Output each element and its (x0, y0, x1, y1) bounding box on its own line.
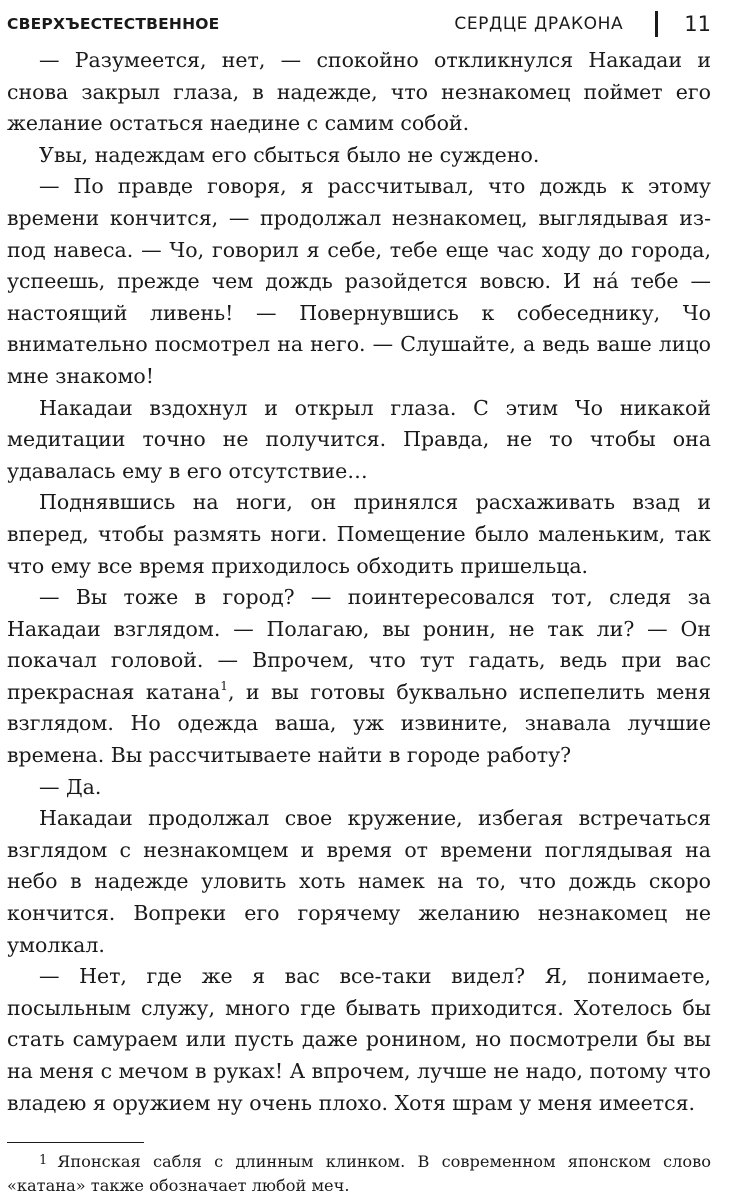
footnote-mark: 1 (39, 1153, 48, 1168)
paragraph-with-footnote (7, 582, 711, 772)
running-header (7, 10, 711, 38)
book-title: СЕРДЦЕ ДРАКОНА (454, 14, 624, 34)
footnote-reference: 1 (220, 678, 228, 693)
paragraph: Накадаи продолжал свое кружение, избегая встречаться взглядом с незнакомцем и время от времени поглядывая на небо в надежде уловить хоть намек на то, что дождь скоро кончится. Вопреки его горячему желанию незнакомец не умолкал. (7, 806, 711, 957)
footnote-divider (7, 1142, 144, 1143)
header-separator (655, 11, 658, 37)
footnote (7, 1149, 711, 1198)
footnote-text: Японская сабля с длинным клинком. В современном японском слово «катана» также обозначает любой меч. (7, 1152, 711, 1195)
paragraph: — Разумеется, нет, — спокойно откликнулся Накадаи и снова закрыл глаза, в надежде, что незнакомец поймет его желание остаться наедине с самим собой. (7, 48, 711, 136)
paragraph: — По правде говоря, я рассчитывал, что дождь к этому времени кончится, — продолжал незнакомец, выглядывая из-под навеса. — Чо, говорил я себе, тебе еще час ходу до города, успеешь, прежде чем дождь разойдется вовсю. И на́ тебе — настоящий ливень! — Повернувшись к собеседнику, Чо внимательно посмотрел на него. — Слушайте, а ведь ваше лицо мне знакомо! (7, 174, 711, 388)
paragraph: Поднявшись на ноги, он принялся расхаживать взад и вперед, чтобы размять ноги. Помещение было маленьким, так что ему все время приходилось обходить пришельца. (7, 490, 711, 578)
paragraph: — Нет, где же я вас все-таки видел? Я, понимаете, посыльным служу, много где бывать приходится. Хотелось бы стать самураем или пусть даже ронином, но посмотрели бы вы на меня с мечом в руках! А впрочем, лучше не надо, потому что владею я оружием ну очень плохо. Хотя шрам у меня имеется. (7, 964, 711, 1115)
paragraph-text: , и вы готовы буквально испепелить меня взглядом. Но одежда ваша, уж извините, знавала лучшие времена. Вы рассчитываете найти в городе работу? (7, 679, 711, 768)
page-number: 11 (684, 12, 711, 36)
body-text (7, 45, 711, 1119)
series-title: СВЕРХЪЕСТЕСТВЕННОЕ (7, 15, 220, 33)
paragraph: Накадаи вздохнул и открыл глаза. С этим Чо никакой медитации точно не получится. Правда, не то чтобы она удавалась ему в его отсутствие… (7, 395, 711, 483)
paragraph: Увы, надеждам его сбыться было не суждено. (39, 142, 540, 167)
paragraph: — Да. (39, 774, 102, 799)
paragraph-text: — Вы тоже в город? — поинтересовался тот, следя за Накадаи взглядом. — Полагаю, вы ронин, не так ли? — Он покачал головой. — Впрочем, что тут гадать, ведь при вас прекрасная катана (7, 585, 711, 704)
